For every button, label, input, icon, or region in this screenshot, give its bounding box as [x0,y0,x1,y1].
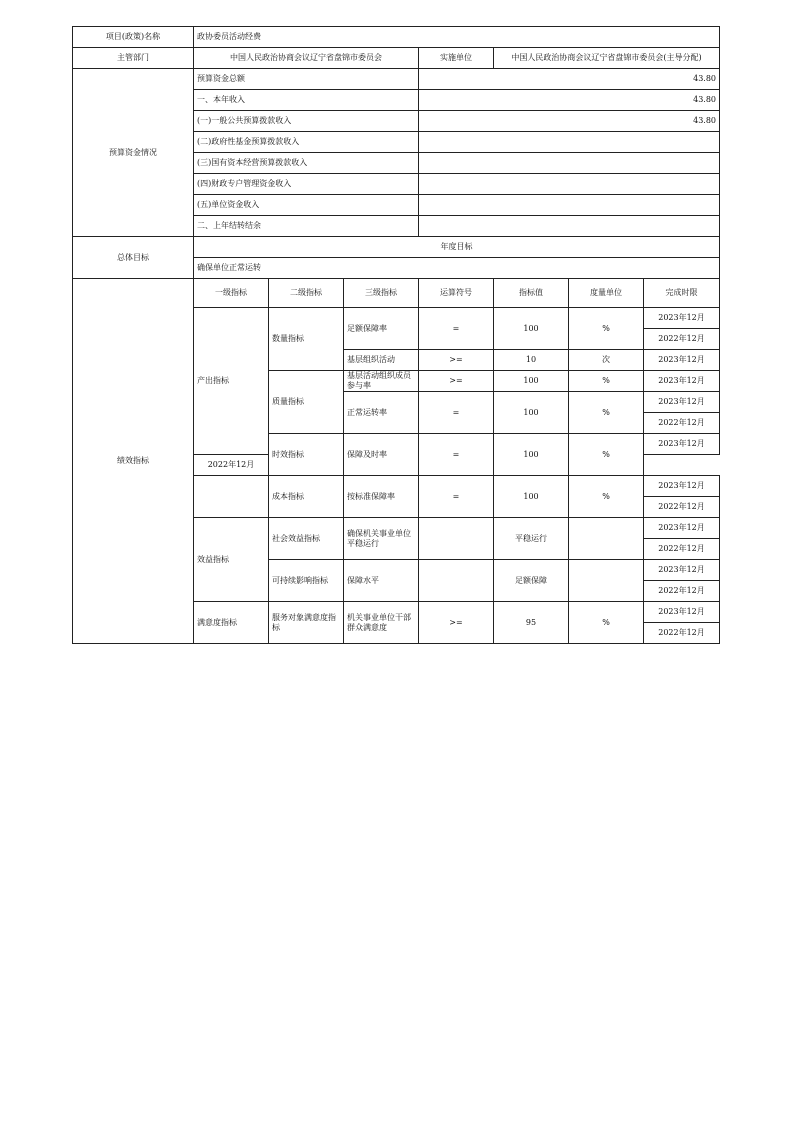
unit: % [569,308,644,350]
column-header: 完成时限 [644,279,720,308]
indicator-value: 100 [494,434,569,476]
department-label: 主管部门 [73,48,194,69]
deadline: 2023年12月 [644,434,720,455]
level2-social: 社会效益指标 [269,518,344,560]
level3-indicator: 保障水平 [344,560,419,602]
department-row [73,48,720,69]
indicator-value: 100 [494,392,569,434]
level3-indicator: 正常运转率 [344,392,419,434]
deadline: 2022年12月 [644,413,720,434]
operator: = [419,434,494,476]
project-name-value: 政协委员活动经费 [194,27,720,48]
level2-timeliness: 时效指标 [269,434,344,476]
annual-goal-label: 年度目标 [194,237,720,258]
deadline: 2023年12月 [644,392,720,413]
budget-row-label: 一、本年收入 [194,90,419,111]
level1-benefit: 效益指标 [194,518,269,602]
budget-row-value: 43.80 [419,69,720,90]
project-name-row [73,27,720,48]
budget-row-value: 43.80 [419,111,720,132]
project-performance-table [72,26,720,644]
deadline: 2023年12月 [644,560,720,581]
operator: = [419,392,494,434]
deadline: 2023年12月 [644,350,720,371]
deadline: 2022年12月 [194,455,269,476]
deadline: 2022年12月 [644,329,720,350]
implementing-unit-value: 中国人民政治协商会议辽宁省盘锦市委员会(主导分配) [494,48,720,69]
deadline: 2022年12月 [644,539,720,560]
operator [419,518,494,560]
level3-indicator: 确保机关事业单位平稳运行 [344,518,419,560]
deadline: 2023年12月 [644,371,720,392]
level1-satisfaction: 满意度指标 [194,602,269,644]
level3-indicator: 保障及时率 [344,434,419,476]
unit: % [569,602,644,644]
budget-row-label: 二、上年结转结余 [194,216,419,237]
deadline: 2022年12月 [644,623,720,644]
budget-row-label: 预算资金总额 [194,69,419,90]
level2-quality: 质量指标 [269,371,344,434]
goal-section-label: 总体目标 [73,237,194,279]
budget-row-value: 43.80 [419,90,720,111]
level2-cost: 成本指标 [269,476,344,518]
operator: = [419,308,494,350]
operator [419,560,494,602]
level2-sustain: 可持续影响指标 [269,560,344,602]
budget-row-label: (二)政府性基金预算拨款收入 [194,132,419,153]
unit: % [569,392,644,434]
unit: % [569,371,644,392]
indicator-value: 95 [494,602,569,644]
budget-row-value [419,132,720,153]
budget-section-label: 预算资金情况 [73,69,194,237]
implementing-unit-label: 实施单位 [419,48,494,69]
deadline: 2023年12月 [644,602,720,623]
project-name-label: 项目(政策)名称 [73,27,194,48]
level1-output-cont [194,476,269,518]
deadline: 2023年12月 [644,518,720,539]
level1-output: 产出指标 [194,308,269,455]
level2-service: 服务对象满意度指标 [269,602,344,644]
department-value: 中国人民政治协商会议辽宁省盘锦市委员会 [194,48,419,69]
budget-row-label: (一)一般公共预算拨款收入 [194,111,419,132]
level3-indicator: 基层活动组织成员参与率 [344,371,419,392]
budget-row-value [419,153,720,174]
deadline: 2023年12月 [644,476,720,497]
budget-row-value [419,195,720,216]
operator: = [419,476,494,518]
annual-goal-text: 确保单位正常运转 [194,258,720,279]
goal-header-row [73,237,720,258]
operator: >= [419,371,494,392]
deadline: 2022年12月 [644,581,720,602]
indicator-value: 10 [494,350,569,371]
operator: >= [419,350,494,371]
indicator-value: 100 [494,371,569,392]
column-header: 一级指标 [194,279,269,308]
indicator-value: 平稳运行 [494,518,569,560]
unit: % [569,476,644,518]
column-header: 三级指标 [344,279,419,308]
budget-row-value [419,216,720,237]
budget-row-value [419,174,720,195]
indicator-value: 100 [494,308,569,350]
level3-indicator: 按标准保障率 [344,476,419,518]
operator: >= [419,602,494,644]
level3-indicator: 机关事业单位干部群众满意度 [344,602,419,644]
unit [569,518,644,560]
deadline: 2022年12月 [644,497,720,518]
column-header: 度量单位 [569,279,644,308]
budget-row-label: (五)单位资金收入 [194,195,419,216]
budget-row [73,69,720,90]
level3-indicator: 足额保障率 [344,308,419,350]
column-header: 指标值 [494,279,569,308]
budget-row-label: (四)财政专户管理资金收入 [194,174,419,195]
perf-header-row [73,279,720,308]
level2-quantity: 数量指标 [269,308,344,371]
unit: % [569,434,644,476]
indicator-value: 足额保障 [494,560,569,602]
unit [569,560,644,602]
perf-section-label: 绩效指标 [73,279,194,644]
budget-row-label: (三)国有资本经营预算拨款收入 [194,153,419,174]
indicator-value: 100 [494,476,569,518]
level3-indicator: 基层组织活动 [344,350,419,371]
column-header: 二级指标 [269,279,344,308]
unit: 次 [569,350,644,371]
deadline: 2023年12月 [644,308,720,329]
column-header: 运算符号 [419,279,494,308]
